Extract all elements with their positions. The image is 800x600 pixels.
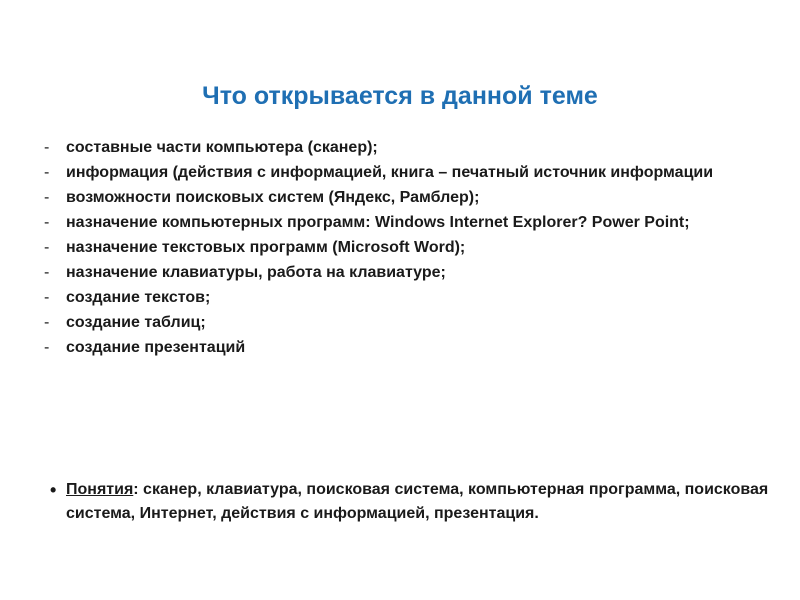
topic-list [44, 136, 774, 361]
list-item [44, 336, 774, 360]
list-item-text: назначение клавиатуры, работа на клавиатуре; [66, 264, 446, 281]
concepts-text: : сканер, клавиатура, поисковая система, компьютерная программа, поисковая система, Интернет, действия с информацией, презентация. [66, 481, 769, 522]
list-item-text: возможности поисковых систем (Яндекс, Рамблер); [66, 189, 480, 206]
dash-marker: - [44, 314, 50, 331]
list-item-text: назначение компьютерных программ: Windows Internet Explorer? Power Point; [66, 214, 690, 231]
list-item [44, 161, 774, 185]
list-item-text: создание текстов; [66, 289, 211, 306]
dash-marker: - [44, 239, 50, 256]
list-item-text: создание таблиц; [66, 314, 206, 331]
list-item [44, 286, 774, 310]
list-item-text: составные части компьютера (сканер); [66, 139, 378, 156]
concepts-label: Понятия [66, 481, 134, 498]
bullet-icon: • [50, 480, 57, 500]
list-item [44, 311, 774, 335]
list-item [44, 236, 774, 260]
dash-marker: - [44, 264, 50, 281]
list-item-text: назначение текстовых программ (Microsoft Word); [66, 239, 466, 256]
dash-marker: - [44, 164, 50, 181]
dash-marker: - [44, 339, 50, 356]
dash-marker: - [44, 214, 50, 231]
list-item-text: информация (действия с информацией, книга – печатный источник информации [66, 164, 714, 181]
concepts-paragraph [44, 478, 796, 526]
dash-marker: - [44, 139, 50, 156]
dash-marker: - [44, 289, 50, 306]
list-item [44, 186, 774, 210]
dash-marker: - [44, 189, 50, 206]
list-item [44, 261, 774, 285]
slide-title: Что открывается в данной теме [202, 82, 598, 110]
list-item-text: создание презентаций [66, 339, 246, 356]
list-item [44, 211, 774, 235]
list-item [44, 136, 774, 160]
